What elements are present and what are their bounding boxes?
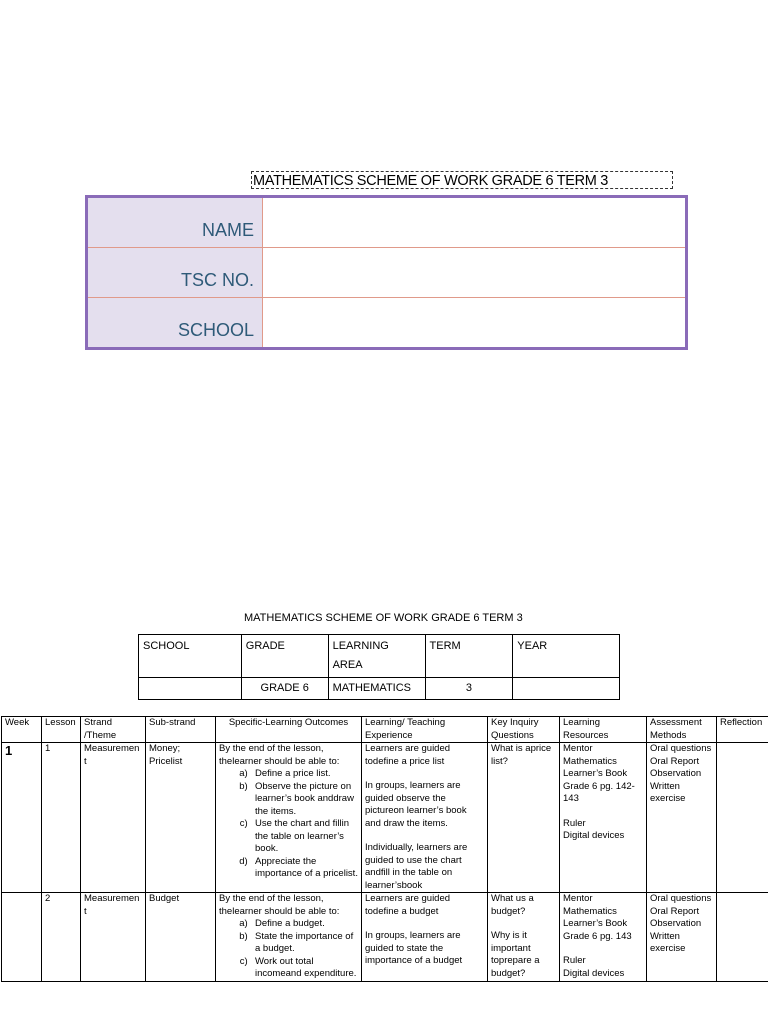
resource-item: Mentor Mathematics [563, 743, 617, 767]
info-learning-area-value: MATHEMATICS [328, 678, 425, 700]
strand-cell: Measurement [81, 893, 146, 982]
info-header-school: SCHOOL [139, 635, 242, 678]
resource-item: Learner’s Book Grade 6 pg. 142-143 [563, 768, 635, 804]
cover-title: MATHEMATICS SCHEME OF WORK GRADE 6 TERM 3 [251, 171, 673, 189]
inquiry-questions-cell [488, 743, 560, 893]
header-substrand: Sub-strand [146, 717, 216, 743]
lesson-cell: 2 [42, 893, 81, 982]
experience-item: Learners are guided todefine a price list [365, 743, 451, 767]
tsc-label: TSC NO. [87, 248, 263, 297]
school-info-table [138, 634, 620, 700]
info-grade-value: GRADE 6 [241, 678, 328, 700]
outcome-item: a. Define a budget. [253, 918, 358, 931]
experience-item: In groups, learners are guided observe the pictureon learner’s book and draw the items. [365, 780, 467, 829]
school-field[interactable] [263, 297, 687, 348]
info-header-year: YEAR [513, 635, 620, 678]
info-term-value: 3 [425, 678, 513, 700]
tsc-row [87, 248, 687, 297]
table-row [2, 743, 768, 893]
learning-outcomes-cell [216, 893, 362, 982]
substrand-cell: Budget [146, 893, 216, 982]
resource-item: Learner’s Book Grade 6 pg. 143 [563, 918, 632, 942]
scheme-of-work-table [1, 716, 768, 982]
name-label: NAME [87, 197, 263, 248]
reflection-cell[interactable] [717, 743, 768, 893]
week-cell [2, 893, 42, 982]
table-row [2, 893, 768, 982]
header-learning-outcomes: Specific-Learning Outcomes [216, 717, 362, 743]
outcome-item: d. Appreciate the importance of a pricelist. [253, 856, 358, 881]
header-resources: Learning Resources [560, 717, 647, 743]
learning-outcomes-cell [216, 743, 362, 893]
info-school-value [139, 678, 242, 700]
name-row [87, 197, 687, 248]
outcomes-list [219, 918, 358, 981]
experience-item: In groups, learners are guided to state the importance of a budget [365, 930, 463, 966]
school-label: SCHOOL [87, 297, 263, 348]
outcomes-list [219, 768, 358, 881]
question-item: What is aprice list? [491, 743, 552, 767]
resource-item: Digital devices [563, 830, 625, 841]
teacher-details-table [85, 195, 688, 350]
header-week: Week [2, 717, 42, 743]
outcome-item: c. Use the chart and fillin the table on learner’s book. [253, 818, 358, 856]
assessment-cell: Oral questions Oral Report Observation Written exercise [647, 893, 717, 982]
experience-cell [362, 893, 488, 982]
resources-cell [560, 893, 647, 982]
outcome-item: c. Work out total incomeand expenditure. [253, 956, 358, 981]
outcome-item: b. Observe the picture on learner’s book anddraw the items. [253, 781, 358, 819]
outcomes-intro: By the end of the lesson, thelearner should be able to: [219, 893, 340, 917]
header-experience: Learning/ Teaching Experience [362, 717, 488, 743]
header-inquiry-questions: Key Inquiry Questions [488, 717, 560, 743]
week-cell: 1 [2, 743, 42, 893]
table-header-row [2, 717, 768, 743]
question-item: Why is it important toprepare a budget? [491, 930, 540, 979]
substrand-cell: Money; Pricelist [146, 743, 216, 893]
info-header-row [139, 635, 620, 678]
experience-cell [362, 743, 488, 893]
resources-cell [560, 743, 647, 893]
name-field[interactable] [263, 197, 687, 248]
resource-item: Ruler [563, 955, 586, 966]
info-year-value [513, 678, 620, 700]
resource-item: Mentor Mathematics [563, 893, 617, 917]
header-lesson: Lesson [42, 717, 81, 743]
resource-item: Digital devices [563, 967, 625, 979]
info-header-grade: GRADE [241, 635, 328, 678]
lesson-cell: 1 [42, 743, 81, 893]
school-row [87, 297, 687, 348]
document-title: MATHEMATICS SCHEME OF WORK GRADE 6 TERM 3 [244, 612, 523, 624]
outcome-item: b. State the importance of a budget. [253, 931, 358, 956]
info-header-learning-area: LEARNING AREA [328, 635, 425, 678]
outcome-item: a. Define a price list. [253, 768, 358, 781]
experience-item: Learners are guided todefine a budget [365, 893, 451, 917]
info-header-term: TERM [425, 635, 513, 678]
reflection-cell[interactable] [717, 893, 768, 982]
experience-item: Individually, learners are guided to use the chart andfill in the table on learner’sbook [365, 842, 468, 891]
outcomes-intro: By the end of the lesson, thelearner should be able to: [219, 743, 340, 767]
strand-cell: Measurement [81, 743, 146, 893]
inquiry-questions-cell [488, 893, 560, 982]
header-strand: Strand /Theme [81, 717, 146, 743]
header-assessment: Assessment Methods [647, 717, 717, 743]
header-reflection: Reflection [717, 717, 768, 743]
tsc-field[interactable] [263, 248, 687, 297]
assessment-cell: Oral questions Oral Report Observation Written exercise [647, 743, 717, 893]
resource-item: Ruler [563, 817, 586, 829]
info-value-row [139, 678, 620, 700]
question-item: What us a budget? [491, 893, 534, 917]
